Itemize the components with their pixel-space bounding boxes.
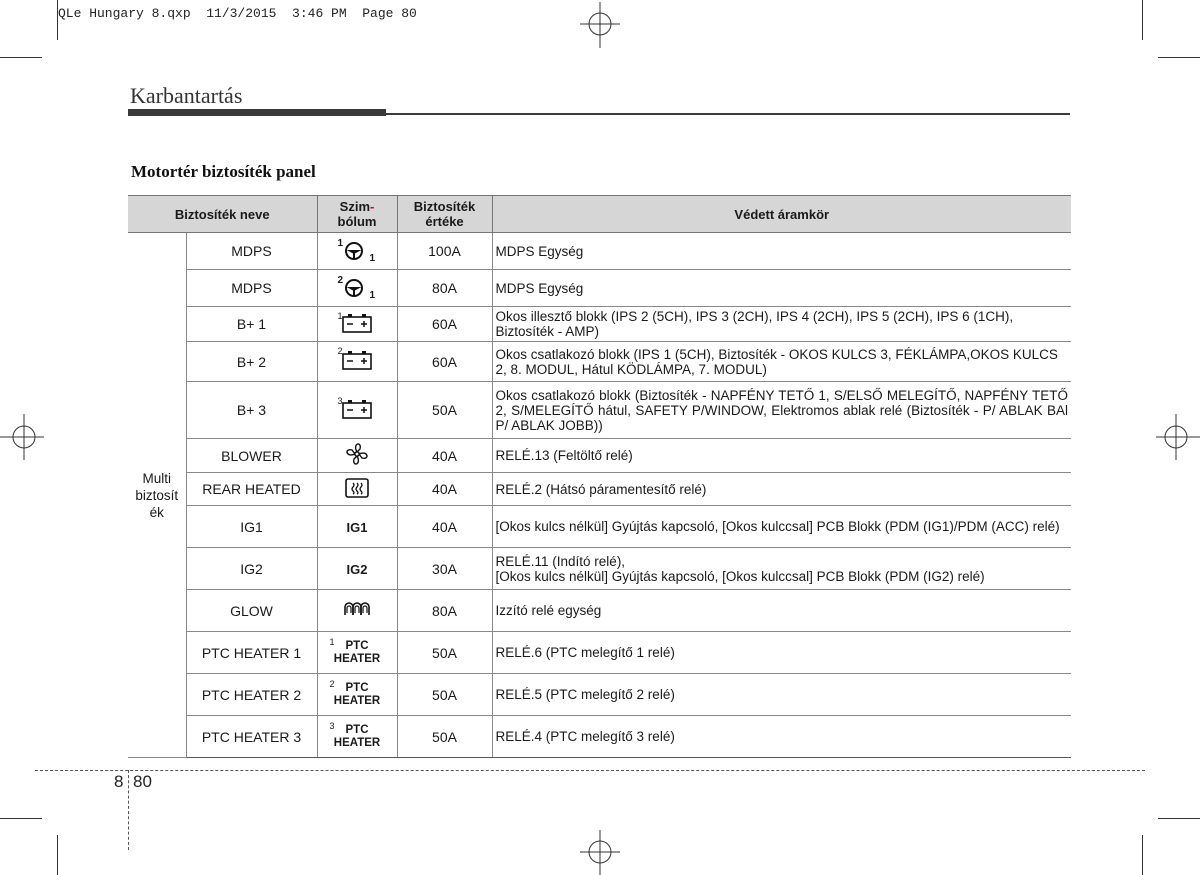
fuse-value: 30A [397, 548, 492, 590]
circuit-line: [Okos kulcs nélkül] Gyújtás kapcsoló, [Okos kulccsal] PCB Blokk (PDM (IG2) relé) [495, 568, 985, 584]
battery-icon [341, 312, 373, 334]
table-title: Motortér biztosíték panel [131, 162, 316, 181]
table-row [128, 307, 1071, 342]
crop-mark [1158, 818, 1200, 819]
fuse-symbol [317, 674, 397, 716]
fuse-name: REAR HEATED [186, 473, 317, 506]
footer-divider [35, 770, 1145, 771]
table-row [128, 439, 1071, 473]
symbol-superscript: 1 [337, 311, 343, 321]
fuse-name: PTC HEATER 2 [186, 674, 317, 716]
fuse-value: 80A [397, 270, 492, 307]
fuse-symbol [317, 716, 397, 758]
fuse-symbol [317, 439, 397, 473]
table-header-row [128, 196, 1071, 233]
fuse-circuit: Okos csatlakozó blokk (IPS 1 (5CH), Biztosíték - OKOS KULCS 3, FÉKLÁMPA,OKOS KULCS 2, 8. MODUL, Hátul KÖDLÁMPA, 7. MODUL) [492, 342, 1071, 382]
header-value-text: Biztosíték [413, 199, 476, 214]
header-symbol-text: Szim [339, 199, 370, 214]
footer-divider [128, 770, 129, 850]
fuse-name: MDPS [186, 233, 317, 270]
fuse-symbol [317, 382, 397, 439]
fuse-table [128, 195, 1071, 758]
fuse-name: GLOW [186, 590, 317, 632]
table-row [128, 473, 1071, 506]
fuse-symbol [317, 270, 397, 307]
glow-plug-icon [341, 599, 373, 619]
title-rule [128, 109, 386, 116]
fuse-symbol [317, 632, 397, 674]
group-label-line: biztosít [135, 487, 179, 503]
symbol-superscript: 2 [329, 679, 335, 689]
header-hyphen: - [370, 199, 375, 214]
battery-icon [341, 398, 373, 420]
symbol-superscript: 1 [329, 637, 335, 647]
fuse-circuit: Okos csatlakozó blokk (Biztosíték - NAPFÉNY TETŐ 1, S/ELSŐ MELEGÍTŐ, NAPFÉNY TETŐ 2, S/MELEGÍTŐ hátul, SAFETY P/WINDOW, Elektromos ablak relé (Biztosíték - P/ ABLAK BAl P/ ABLAK JOBB)) [492, 382, 1071, 439]
fuse-value: 40A [397, 473, 492, 506]
rear-defrost-icon [343, 477, 371, 499]
symbol-text: IG2 [346, 561, 368, 577]
group-label-line: Multi [142, 470, 171, 486]
fuse-circuit: RELÉ.5 (PTC melegítő 2 relé) [492, 674, 1071, 716]
symbol-superscript: 2 [337, 275, 344, 286]
header-circuit: Védett áramkör [492, 196, 1071, 233]
symbol-line: PTC [345, 723, 369, 736]
fuse-name: IG1 [186, 506, 317, 548]
table-row [128, 674, 1071, 716]
crop-mark [57, 835, 58, 875]
fuse-value: 100A [397, 233, 492, 270]
table-row [128, 632, 1071, 674]
table-row [128, 506, 1071, 548]
symbol-superscript: 1 [337, 238, 344, 249]
slug-line: QLe Hungary 8.qxp 11/3/2015 3:46 PM Page 80 [58, 6, 417, 21]
group-cell [128, 233, 186, 758]
ptc-heater-symbol [334, 682, 380, 708]
fuse-symbol [317, 307, 397, 342]
crop-mark [1158, 57, 1200, 58]
fuse-symbol [317, 548, 397, 590]
crop-mark [1142, 835, 1143, 875]
group-label-line: ék [149, 504, 164, 520]
crop-mark [0, 818, 42, 819]
title-rule [386, 113, 1070, 115]
fuse-circuit: MDPS Egység [492, 270, 1071, 307]
fuse-symbol [317, 506, 397, 548]
header-value-text: értéke [425, 214, 464, 229]
symbol-text: IG1 [346, 519, 368, 535]
ptc-heater-symbol [334, 640, 380, 666]
symbol-line: PTC [345, 681, 369, 694]
fuse-circuit: MDPS Egység [492, 233, 1071, 270]
crop-mark [1142, 0, 1143, 40]
fuse-circuit: RELÉ.2 (Hátsó páramentesítő relé) [492, 473, 1071, 506]
fuse-symbol [317, 342, 397, 382]
fuse-circuit: Okos illesztő blokk (IPS 2 (5CH), IPS 3 (2CH), IPS 4 (2CH), IPS 5 (2CH), IPS 6 (1CH), Biztosíték - AMP) [492, 307, 1071, 342]
crop-mark [0, 57, 42, 58]
battery-icon [341, 349, 373, 371]
page-title: Karbantartás [130, 83, 243, 108]
fuse-value: 40A [397, 506, 492, 548]
fuse-value: 60A [397, 307, 492, 342]
fan-icon [343, 441, 371, 467]
header-fuse-name: Biztosíték neve [128, 196, 317, 233]
symbol-subscript: 1 [369, 290, 376, 301]
fuse-name: B+ 2 [186, 342, 317, 382]
header-value [397, 196, 492, 233]
fuse-name: B+ 3 [186, 382, 317, 439]
symbol-line: HEATER [333, 694, 381, 707]
fuse-symbol [317, 590, 397, 632]
fuse-value: 40A [397, 439, 492, 473]
fuse-symbol [317, 233, 397, 270]
fuse-value: 50A [397, 674, 492, 716]
fuse-name: IG2 [186, 548, 317, 590]
fuse-circuit: RELÉ.4 (PTC melegítő 3 relé) [492, 716, 1071, 758]
table-row [128, 342, 1071, 382]
ptc-heater-symbol [334, 724, 380, 750]
registration-mark-icon [0, 412, 44, 462]
registration-mark-icon [1156, 412, 1200, 462]
fuse-value: 80A [397, 590, 492, 632]
chapter-number: 8 [114, 772, 124, 791]
circuit-line: RELÉ.11 (Indító relé), [495, 553, 626, 569]
fuse-circuit [492, 548, 1071, 590]
fuse-circuit: RELÉ.13 (Feltöltő relé) [492, 439, 1071, 473]
fuse-name: MDPS [186, 270, 317, 307]
symbol-line: HEATER [333, 652, 381, 665]
fuse-symbol [317, 473, 397, 506]
fuse-name: PTC HEATER 3 [186, 716, 317, 758]
table-row [128, 233, 1071, 270]
header-symbol-text: bólum [337, 214, 377, 229]
symbol-subscript: 1 [369, 253, 376, 264]
symbol-line: HEATER [333, 736, 381, 749]
symbol-superscript: 3 [329, 721, 335, 731]
page-number: 80 [133, 772, 152, 791]
fuse-value: 60A [397, 342, 492, 382]
fuse-circuit: Izzító relé egység [492, 590, 1071, 632]
table-row [128, 548, 1071, 590]
header-symbol [317, 196, 397, 233]
fuse-value: 50A [397, 716, 492, 758]
fuse-name: B+ 1 [186, 307, 317, 342]
symbol-line: PTC [345, 639, 369, 652]
fuse-circuit: [Okos kulcs nélkül] Gyújtás kapcsoló, [Okos kulccsal] PCB Blokk (PDM (IG1)/PDM (ACC) relé) [492, 506, 1071, 548]
fuse-name: PTC HEATER 1 [186, 632, 317, 674]
table-row [128, 590, 1071, 632]
fuse-name: BLOWER [186, 439, 317, 473]
registration-mark-icon [576, 828, 624, 875]
symbol-superscript: 2 [337, 346, 343, 356]
table-row [128, 382, 1071, 439]
registration-mark-icon [576, 2, 624, 50]
fuse-circuit: RELÉ.6 (PTC melegítő 1 relé) [492, 632, 1071, 674]
fuse-value: 50A [397, 382, 492, 439]
table-row [128, 270, 1071, 307]
fuse-value: 50A [397, 632, 492, 674]
table-row [128, 716, 1071, 758]
symbol-superscript: 3 [337, 396, 343, 406]
